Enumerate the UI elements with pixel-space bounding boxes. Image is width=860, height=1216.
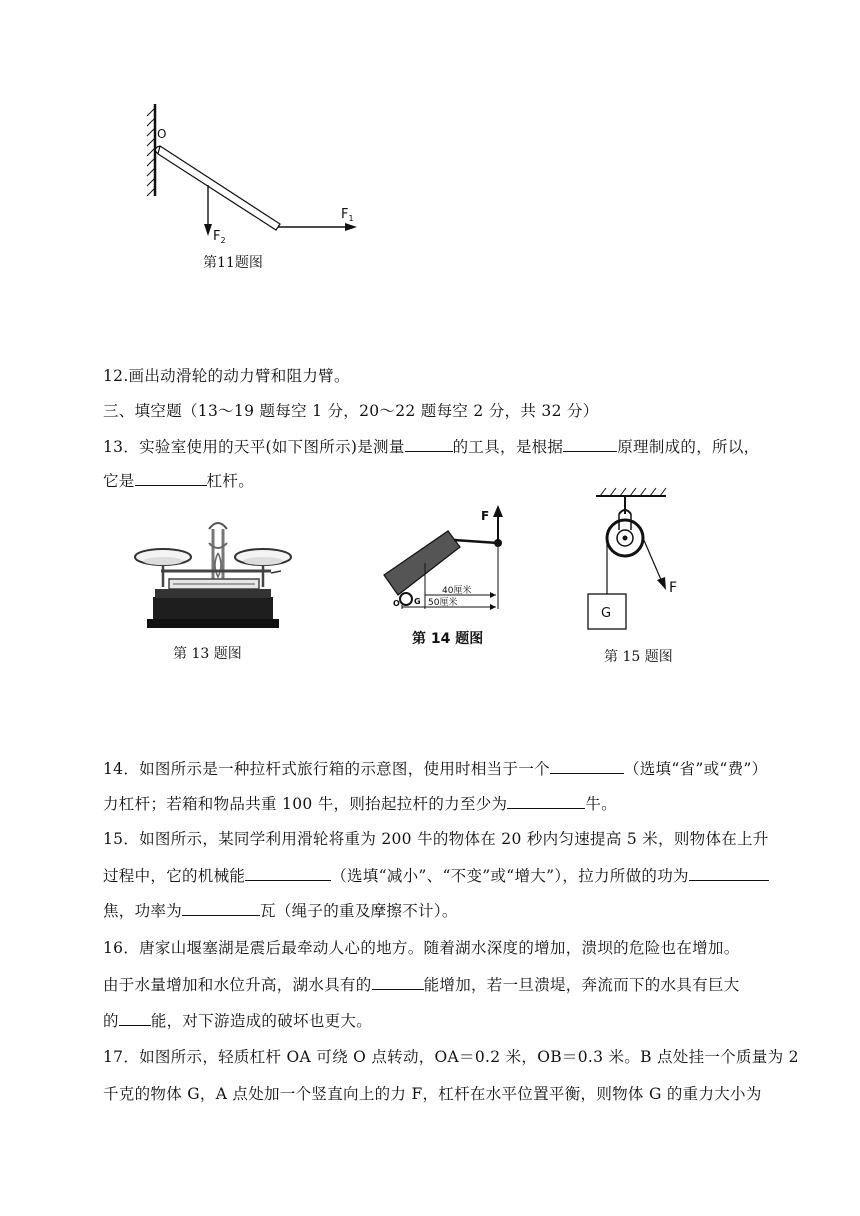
svg-text:O: O	[393, 599, 400, 608]
fig11-label-o: O	[157, 127, 167, 141]
svg-text:40厘米: 40厘米	[442, 586, 472, 596]
svg-text:G: G	[601, 606, 612, 621]
q13-blank-2[interactable]	[563, 437, 617, 452]
svg-text:F: F	[481, 509, 490, 523]
q13-blank-1[interactable]	[405, 437, 453, 452]
figure-11	[135, 98, 375, 258]
q14-line-1: 14．如图所示是一种拉杆式旅行箱的示意图，使用时相当于一个 （选填“省”或“费”）	[103, 760, 768, 778]
q15-line-3: 焦，功率为 瓦（绳子的重及摩擦不计）。	[103, 902, 458, 920]
q13-blank-3[interactable]	[135, 471, 207, 486]
q17-line-2: 千克的物体 G，A 点处加一个竖直向上的力 F，杠杆在水平位置平衡，则物体 G 的重力大小为	[103, 1085, 762, 1103]
svg-text:G: G	[414, 597, 421, 606]
q15-blank-1[interactable]	[245, 866, 331, 881]
svg-text:F2: $F_2$	[213, 229, 226, 245]
fig15-caption: 第 15 题图	[604, 649, 673, 665]
q14-line-2: 力杠杆；若箱和物品共重 100 牛，则抬起拉杆的力至少为 牛。	[103, 795, 617, 813]
q12-text: 12.画出动滑轮的动力臂和阻力臂。	[103, 367, 350, 385]
figure-15	[586, 484, 686, 634]
fig14-caption: 第 14 题图	[412, 631, 484, 647]
q13-line-2: 它是 杠杆。	[103, 472, 255, 490]
svg-text:F1: $F_1$	[341, 207, 354, 223]
q16-blank-2[interactable]	[119, 1011, 151, 1026]
q15-blank-2[interactable]	[689, 866, 769, 881]
figure-14	[378, 503, 518, 633]
q15-blank-3[interactable]	[182, 901, 260, 916]
q14-blank-2[interactable]	[507, 794, 585, 809]
q16-line-2: 由于水量增加和水位升高，湖水具有的 能增加，若一旦溃堤，奔流而下的水具有巨大	[103, 976, 740, 994]
q17-line-1: 17．如图所示，轻质杠杆 OA 可绕 O 点转动，OA＝0.2 米，OB＝0.3 米。B 点处挂一个质量为 2	[103, 1048, 799, 1066]
figure-13	[133, 513, 293, 639]
fig13-caption: 第 13 题图	[173, 646, 242, 662]
svg-text:F: F	[669, 580, 678, 596]
fig11-caption: 第11题图	[203, 255, 263, 271]
q16-line-3: 的 能，对下游造成的破坏也更大。	[103, 1012, 373, 1030]
section-3-heading: 三、填空题（13～19 题每空 1 分，20～22 题每空 2 分，共 32 分）	[103, 402, 599, 420]
q16-blank-1[interactable]	[372, 975, 424, 990]
svg-text:50厘米: 50厘米	[428, 598, 458, 608]
q13-line-1: 13．实验室使用的天平(如下图所示)是测量 的工具，是根据 原理制成的，所以，	[103, 438, 760, 456]
q14-blank-1[interactable]	[550, 759, 624, 774]
q15-line-1: 15．如图所示，某同学利用滑轮将重为 200 牛的物体在 20 秒内匀速提高 5 米，则物体在上升	[103, 830, 769, 848]
q16-line-1: 16．唐家山堰塞湖是震后最牵动人心的地方。随着湖水深度的增加，溃坝的危险也在增加。	[103, 939, 740, 957]
q15-line-2: 过程中，它的机械能 （选填“减小”、“不变”或“增大”），拉力所做的功为	[103, 864, 769, 886]
